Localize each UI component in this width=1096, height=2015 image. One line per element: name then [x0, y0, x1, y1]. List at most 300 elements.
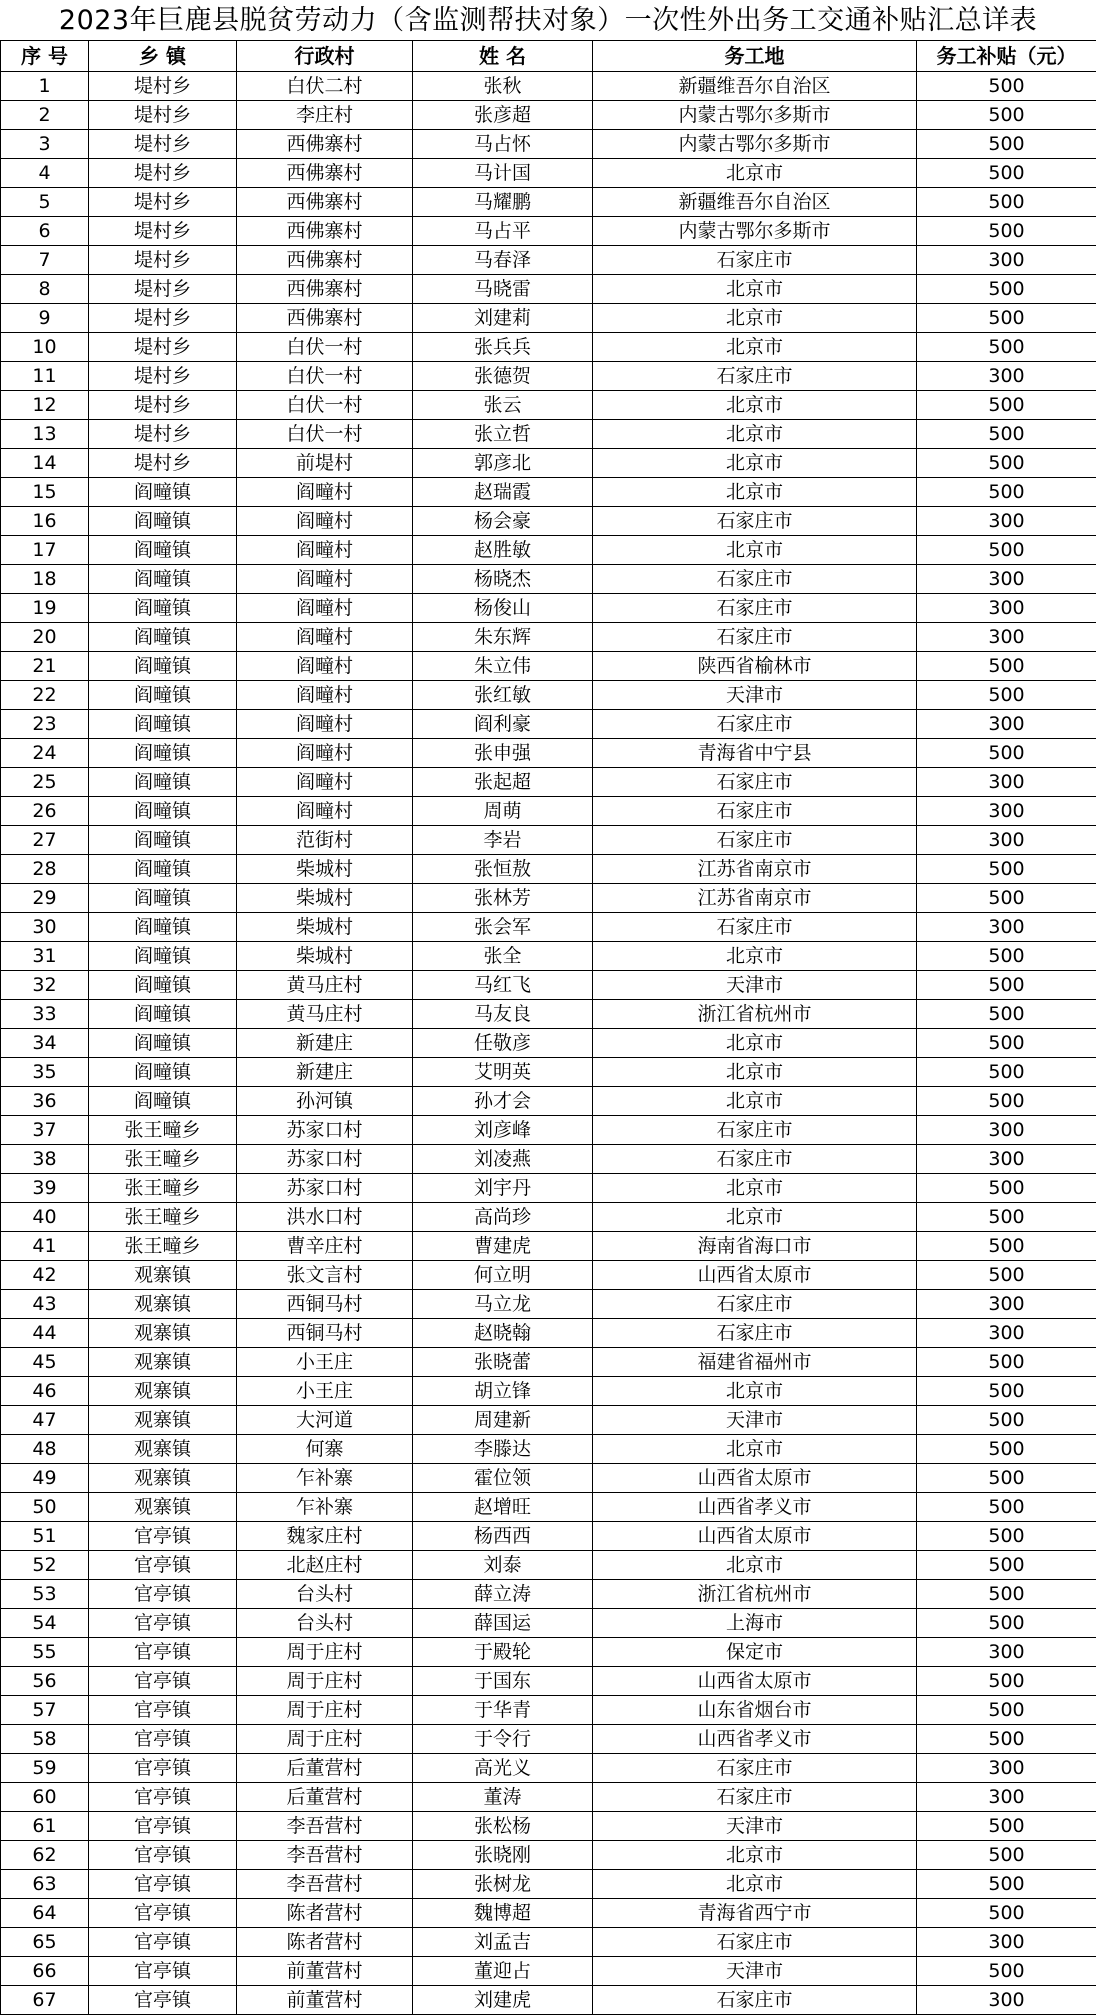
table-row — [1, 1493, 1096, 1522]
table-row — [1, 188, 1096, 217]
cell-village: 西佛寨村 — [237, 217, 413, 246]
cell-township: 阎疃镇 — [89, 768, 237, 797]
cell-subsidy: 500 — [917, 1812, 1096, 1841]
table-row — [1, 1348, 1096, 1377]
cell-village: 后董营村 — [237, 1783, 413, 1812]
cell-index: 50 — [1, 1493, 89, 1522]
cell-index: 26 — [1, 797, 89, 826]
cell-index: 34 — [1, 1029, 89, 1058]
cell-index: 27 — [1, 826, 89, 855]
cell-work-location: 北京市 — [593, 304, 917, 333]
cell-name: 张会军 — [413, 913, 593, 942]
cell-village: 白伏一村 — [237, 333, 413, 362]
cell-work-location: 石家庄市 — [593, 362, 917, 391]
table-row — [1, 1406, 1096, 1435]
cell-index: 13 — [1, 420, 89, 449]
cell-village: 阎疃村 — [237, 739, 413, 768]
cell-work-location: 天津市 — [593, 971, 917, 1000]
cell-subsidy: 500 — [917, 1261, 1096, 1290]
table-row — [1, 507, 1096, 536]
cell-village: 新建庄 — [237, 1058, 413, 1087]
table-row — [1, 1783, 1096, 1812]
cell-name: 杨俊山 — [413, 594, 593, 623]
cell-subsidy: 300 — [917, 826, 1096, 855]
cell-name: 孙才会 — [413, 1087, 593, 1116]
cell-work-location: 内蒙古鄂尔多斯市 — [593, 101, 917, 130]
cell-village: 李吾营村 — [237, 1870, 413, 1899]
cell-township: 阎疃镇 — [89, 913, 237, 942]
cell-subsidy: 500 — [917, 1174, 1096, 1203]
cell-name: 刘凌燕 — [413, 1145, 593, 1174]
cell-index: 10 — [1, 333, 89, 362]
table-row — [1, 1812, 1096, 1841]
cell-name: 董涛 — [413, 1783, 593, 1812]
table-row — [1, 1551, 1096, 1580]
cell-township: 阎疃镇 — [89, 1058, 237, 1087]
cell-index: 60 — [1, 1783, 89, 1812]
cell-index: 66 — [1, 1957, 89, 1986]
cell-name: 董迎占 — [413, 1957, 593, 1986]
cell-township: 官亭镇 — [89, 1928, 237, 1957]
cell-index: 51 — [1, 1522, 89, 1551]
cell-work-location: 江苏省南京市 — [593, 884, 917, 913]
cell-subsidy: 500 — [917, 1957, 1096, 1986]
cell-township: 官亭镇 — [89, 1638, 237, 1667]
table-row — [1, 1000, 1096, 1029]
cell-township: 阎疃镇 — [89, 1087, 237, 1116]
cell-name: 刘建虎 — [413, 1986, 593, 2015]
cell-index: 20 — [1, 623, 89, 652]
cell-name: 李岩 — [413, 826, 593, 855]
table-row — [1, 304, 1096, 333]
cell-village: 西佛寨村 — [237, 304, 413, 333]
cell-name: 张兵兵 — [413, 333, 593, 362]
cell-village: 前堤村 — [237, 449, 413, 478]
cell-township: 阎疃镇 — [89, 1029, 237, 1058]
cell-village: 阎疃村 — [237, 681, 413, 710]
cell-township: 堤村乡 — [89, 159, 237, 188]
cell-township: 官亭镇 — [89, 1667, 237, 1696]
cell-work-location: 北京市 — [593, 1870, 917, 1899]
cell-work-location: 石家庄市 — [593, 507, 917, 536]
cell-subsidy: 500 — [917, 449, 1096, 478]
cell-subsidy: 500 — [917, 1406, 1096, 1435]
cell-name: 于殿轮 — [413, 1638, 593, 1667]
cell-name: 郭彦北 — [413, 449, 593, 478]
cell-name: 马计国 — [413, 159, 593, 188]
cell-village: 孙河镇 — [237, 1087, 413, 1116]
cell-name: 朱东辉 — [413, 623, 593, 652]
cell-village: 大河道 — [237, 1406, 413, 1435]
header-name: 姓 名 — [413, 41, 593, 72]
cell-name: 张红敏 — [413, 681, 593, 710]
cell-village: 何寨 — [237, 1435, 413, 1464]
cell-name: 马占平 — [413, 217, 593, 246]
cell-index: 1 — [1, 72, 89, 101]
table-row — [1, 710, 1096, 739]
table-row — [1, 159, 1096, 188]
cell-index: 31 — [1, 942, 89, 971]
cell-subsidy: 300 — [917, 246, 1096, 275]
cell-name: 马友良 — [413, 1000, 593, 1029]
table-row — [1, 246, 1096, 275]
cell-index: 9 — [1, 304, 89, 333]
cell-township: 官亭镇 — [89, 1812, 237, 1841]
cell-subsidy: 500 — [917, 159, 1096, 188]
table-row — [1, 217, 1096, 246]
cell-index: 35 — [1, 1058, 89, 1087]
table-row — [1, 1232, 1096, 1261]
cell-township: 堤村乡 — [89, 217, 237, 246]
cell-work-location: 新疆维吾尔自治区 — [593, 72, 917, 101]
cell-name: 魏博超 — [413, 1899, 593, 1928]
cell-subsidy: 500 — [917, 1725, 1096, 1754]
cell-work-location: 天津市 — [593, 1406, 917, 1435]
cell-village: 阎疃村 — [237, 652, 413, 681]
table-row — [1, 333, 1096, 362]
cell-village: 阎疃村 — [237, 507, 413, 536]
cell-work-location: 石家庄市 — [593, 1754, 917, 1783]
table-row — [1, 420, 1096, 449]
cell-index: 54 — [1, 1609, 89, 1638]
cell-index: 52 — [1, 1551, 89, 1580]
cell-name: 刘宇丹 — [413, 1174, 593, 1203]
cell-village: 苏家口村 — [237, 1174, 413, 1203]
cell-index: 53 — [1, 1580, 89, 1609]
cell-township: 阎疃镇 — [89, 507, 237, 536]
cell-subsidy: 300 — [917, 1638, 1096, 1667]
cell-subsidy: 500 — [917, 1435, 1096, 1464]
cell-index: 11 — [1, 362, 89, 391]
cell-village: 李庄村 — [237, 101, 413, 130]
cell-work-location: 石家庄市 — [593, 1145, 917, 1174]
cell-work-location: 北京市 — [593, 1087, 917, 1116]
cell-name: 于华青 — [413, 1696, 593, 1725]
cell-name: 张立哲 — [413, 420, 593, 449]
cell-village: 阎疃村 — [237, 797, 413, 826]
cell-index: 55 — [1, 1638, 89, 1667]
cell-village: 白伏一村 — [237, 391, 413, 420]
cell-name: 阎利豪 — [413, 710, 593, 739]
cell-name: 赵胜敏 — [413, 536, 593, 565]
cell-township: 观寨镇 — [89, 1464, 237, 1493]
cell-name: 张晓刚 — [413, 1841, 593, 1870]
cell-work-location: 陕西省榆林市 — [593, 652, 917, 681]
table-title: 2023年巨鹿县脱贫劳动力（含监测帮扶对象）一次性外出务工交通补贴汇总详表 — [0, 0, 1096, 40]
cell-subsidy: 500 — [917, 420, 1096, 449]
table-row — [1, 1145, 1096, 1174]
table-row — [1, 1696, 1096, 1725]
cell-township: 阎疃镇 — [89, 826, 237, 855]
cell-township: 阎疃镇 — [89, 681, 237, 710]
cell-township: 阎疃镇 — [89, 971, 237, 1000]
table-row — [1, 855, 1096, 884]
cell-village: 陈者营村 — [237, 1899, 413, 1928]
cell-subsidy: 300 — [917, 565, 1096, 594]
table-row — [1, 652, 1096, 681]
cell-township: 堤村乡 — [89, 246, 237, 275]
cell-index: 62 — [1, 1841, 89, 1870]
cell-index: 16 — [1, 507, 89, 536]
cell-village: 西佛寨村 — [237, 275, 413, 304]
cell-name: 朱立伟 — [413, 652, 593, 681]
cell-index: 4 — [1, 159, 89, 188]
cell-village: 周于庄村 — [237, 1696, 413, 1725]
cell-village: 乍补寨 — [237, 1493, 413, 1522]
cell-name: 马晓雷 — [413, 275, 593, 304]
cell-index: 2 — [1, 101, 89, 130]
table-row — [1, 478, 1096, 507]
header-subsidy: 务工补贴（元） — [917, 41, 1096, 72]
table-row — [1, 1203, 1096, 1232]
cell-subsidy: 300 — [917, 507, 1096, 536]
cell-subsidy: 500 — [917, 1203, 1096, 1232]
cell-name: 何立明 — [413, 1261, 593, 1290]
table-row — [1, 826, 1096, 855]
table-row — [1, 681, 1096, 710]
cell-work-location: 石家庄市 — [593, 797, 917, 826]
cell-work-location: 石家庄市 — [593, 623, 917, 652]
cell-index: 44 — [1, 1319, 89, 1348]
table-row — [1, 1377, 1096, 1406]
cell-township: 堤村乡 — [89, 188, 237, 217]
cell-village: 魏家庄村 — [237, 1522, 413, 1551]
cell-township: 阎疃镇 — [89, 739, 237, 768]
cell-township: 堤村乡 — [89, 391, 237, 420]
cell-village: 阎疃村 — [237, 536, 413, 565]
table-row — [1, 72, 1096, 101]
cell-township: 观寨镇 — [89, 1261, 237, 1290]
cell-work-location: 江苏省南京市 — [593, 855, 917, 884]
cell-name: 张林芳 — [413, 884, 593, 913]
cell-work-location: 石家庄市 — [593, 913, 917, 942]
table-row — [1, 565, 1096, 594]
cell-name: 周萌 — [413, 797, 593, 826]
table-row — [1, 913, 1096, 942]
cell-work-location: 北京市 — [593, 536, 917, 565]
cell-village: 李吾营村 — [237, 1812, 413, 1841]
cell-township: 张王疃乡 — [89, 1116, 237, 1145]
cell-work-location: 青海省西宁市 — [593, 1899, 917, 1928]
cell-village: 新建庄 — [237, 1029, 413, 1058]
cell-subsidy: 500 — [917, 304, 1096, 333]
cell-village: 陈者营村 — [237, 1928, 413, 1957]
cell-township: 阎疃镇 — [89, 623, 237, 652]
cell-index: 5 — [1, 188, 89, 217]
table-row — [1, 1580, 1096, 1609]
subsidy-table — [0, 40, 1096, 2015]
table-row — [1, 1087, 1096, 1116]
cell-name: 张晓蕾 — [413, 1348, 593, 1377]
cell-work-location: 天津市 — [593, 681, 917, 710]
cell-work-location: 北京市 — [593, 333, 917, 362]
cell-township: 官亭镇 — [89, 1725, 237, 1754]
table-row — [1, 797, 1096, 826]
cell-index: 61 — [1, 1812, 89, 1841]
cell-work-location: 石家庄市 — [593, 246, 917, 275]
cell-township: 观寨镇 — [89, 1406, 237, 1435]
cell-work-location: 山西省太原市 — [593, 1667, 917, 1696]
cell-township: 堤村乡 — [89, 101, 237, 130]
table-row — [1, 1986, 1096, 2015]
cell-name: 艾明英 — [413, 1058, 593, 1087]
cell-subsidy: 300 — [917, 1783, 1096, 1812]
header-index: 序 号 — [1, 41, 89, 72]
cell-index: 22 — [1, 681, 89, 710]
cell-village: 柴城村 — [237, 855, 413, 884]
cell-village: 苏家口村 — [237, 1116, 413, 1145]
cell-subsidy: 300 — [917, 710, 1096, 739]
cell-name: 高尚珍 — [413, 1203, 593, 1232]
cell-work-location: 海南省海口市 — [593, 1232, 917, 1261]
cell-work-location: 天津市 — [593, 1812, 917, 1841]
cell-village: 西佛寨村 — [237, 159, 413, 188]
cell-village: 后董营村 — [237, 1754, 413, 1783]
cell-index: 56 — [1, 1667, 89, 1696]
cell-village: 周于庄村 — [237, 1638, 413, 1667]
table-row — [1, 1725, 1096, 1754]
cell-township: 官亭镇 — [89, 1580, 237, 1609]
cell-subsidy: 500 — [917, 681, 1096, 710]
cell-name: 赵瑞霞 — [413, 478, 593, 507]
cell-index: 21 — [1, 652, 89, 681]
cell-subsidy: 500 — [917, 217, 1096, 246]
table-row — [1, 449, 1096, 478]
table-row — [1, 1957, 1096, 1986]
cell-township: 堤村乡 — [89, 275, 237, 304]
cell-name: 赵增旺 — [413, 1493, 593, 1522]
cell-work-location: 北京市 — [593, 391, 917, 420]
cell-name: 张全 — [413, 942, 593, 971]
cell-subsidy: 300 — [917, 797, 1096, 826]
cell-work-location: 内蒙古鄂尔多斯市 — [593, 217, 917, 246]
table-row — [1, 1609, 1096, 1638]
cell-name: 刘建莉 — [413, 304, 593, 333]
table-row — [1, 942, 1096, 971]
table-row — [1, 594, 1096, 623]
cell-index: 36 — [1, 1087, 89, 1116]
cell-subsidy: 500 — [917, 1899, 1096, 1928]
cell-work-location: 石家庄市 — [593, 1783, 917, 1812]
cell-name: 杨会豪 — [413, 507, 593, 536]
cell-subsidy: 500 — [917, 478, 1096, 507]
cell-name: 张彦超 — [413, 101, 593, 130]
cell-village: 阎疃村 — [237, 710, 413, 739]
cell-work-location: 山西省孝义市 — [593, 1493, 917, 1522]
cell-index: 8 — [1, 275, 89, 304]
cell-township: 堤村乡 — [89, 449, 237, 478]
cell-work-location: 石家庄市 — [593, 1290, 917, 1319]
cell-name: 马耀鹏 — [413, 188, 593, 217]
cell-index: 14 — [1, 449, 89, 478]
cell-work-location: 石家庄市 — [593, 565, 917, 594]
cell-work-location: 北京市 — [593, 275, 917, 304]
cell-work-location: 山东省烟台市 — [593, 1696, 917, 1725]
cell-subsidy: 500 — [917, 1696, 1096, 1725]
cell-subsidy: 500 — [917, 333, 1096, 362]
cell-subsidy: 500 — [917, 1551, 1096, 1580]
cell-work-location: 山西省太原市 — [593, 1522, 917, 1551]
cell-work-location: 保定市 — [593, 1638, 917, 1667]
cell-township: 观寨镇 — [89, 1435, 237, 1464]
cell-township: 堤村乡 — [89, 72, 237, 101]
cell-subsidy: 300 — [917, 1319, 1096, 1348]
cell-township: 阎疃镇 — [89, 942, 237, 971]
cell-index: 12 — [1, 391, 89, 420]
cell-work-location: 内蒙古鄂尔多斯市 — [593, 130, 917, 159]
cell-subsidy: 500 — [917, 536, 1096, 565]
cell-index: 47 — [1, 1406, 89, 1435]
cell-village: 阎疃村 — [237, 478, 413, 507]
cell-index: 17 — [1, 536, 89, 565]
cell-township: 官亭镇 — [89, 1783, 237, 1812]
cell-index: 46 — [1, 1377, 89, 1406]
cell-name: 马春泽 — [413, 246, 593, 275]
cell-village: 阎疃村 — [237, 565, 413, 594]
cell-township: 阎疃镇 — [89, 478, 237, 507]
cell-index: 33 — [1, 1000, 89, 1029]
cell-township: 堤村乡 — [89, 333, 237, 362]
cell-village: 周于庄村 — [237, 1725, 413, 1754]
cell-village: 黄马庄村 — [237, 971, 413, 1000]
cell-village: 白伏一村 — [237, 362, 413, 391]
cell-subsidy: 500 — [917, 971, 1096, 1000]
table-row — [1, 623, 1096, 652]
cell-subsidy: 500 — [917, 1000, 1096, 1029]
cell-index: 23 — [1, 710, 89, 739]
cell-subsidy: 500 — [917, 1087, 1096, 1116]
cell-subsidy: 500 — [917, 1580, 1096, 1609]
cell-township: 观寨镇 — [89, 1493, 237, 1522]
cell-work-location: 上海市 — [593, 1609, 917, 1638]
cell-work-location: 北京市 — [593, 478, 917, 507]
cell-name: 曹建虎 — [413, 1232, 593, 1261]
cell-township: 观寨镇 — [89, 1290, 237, 1319]
cell-township: 张王疃乡 — [89, 1174, 237, 1203]
table-row — [1, 275, 1096, 304]
cell-township: 官亭镇 — [89, 1609, 237, 1638]
cell-index: 28 — [1, 855, 89, 884]
cell-village: 黄马庄村 — [237, 1000, 413, 1029]
cell-township: 阎疃镇 — [89, 594, 237, 623]
cell-name: 赵晓翰 — [413, 1319, 593, 1348]
cell-index: 32 — [1, 971, 89, 1000]
table-row — [1, 971, 1096, 1000]
cell-name: 霍位领 — [413, 1464, 593, 1493]
cell-index: 43 — [1, 1290, 89, 1319]
cell-subsidy: 300 — [917, 623, 1096, 652]
cell-village: 西佛寨村 — [237, 130, 413, 159]
cell-subsidy: 500 — [917, 275, 1096, 304]
table-row — [1, 362, 1096, 391]
cell-work-location: 北京市 — [593, 1551, 917, 1580]
cell-index: 63 — [1, 1870, 89, 1899]
cell-township: 官亭镇 — [89, 1899, 237, 1928]
cell-name: 高光义 — [413, 1754, 593, 1783]
cell-index: 58 — [1, 1725, 89, 1754]
cell-subsidy: 300 — [917, 1986, 1096, 2015]
cell-village: 李吾营村 — [237, 1841, 413, 1870]
cell-work-location: 浙江省杭州市 — [593, 1000, 917, 1029]
cell-name: 张起超 — [413, 768, 593, 797]
cell-village: 周于庄村 — [237, 1667, 413, 1696]
cell-work-location: 北京市 — [593, 1029, 917, 1058]
cell-subsidy: 500 — [917, 855, 1096, 884]
table-row — [1, 1174, 1096, 1203]
cell-subsidy: 500 — [917, 652, 1096, 681]
cell-index: 15 — [1, 478, 89, 507]
cell-index: 7 — [1, 246, 89, 275]
